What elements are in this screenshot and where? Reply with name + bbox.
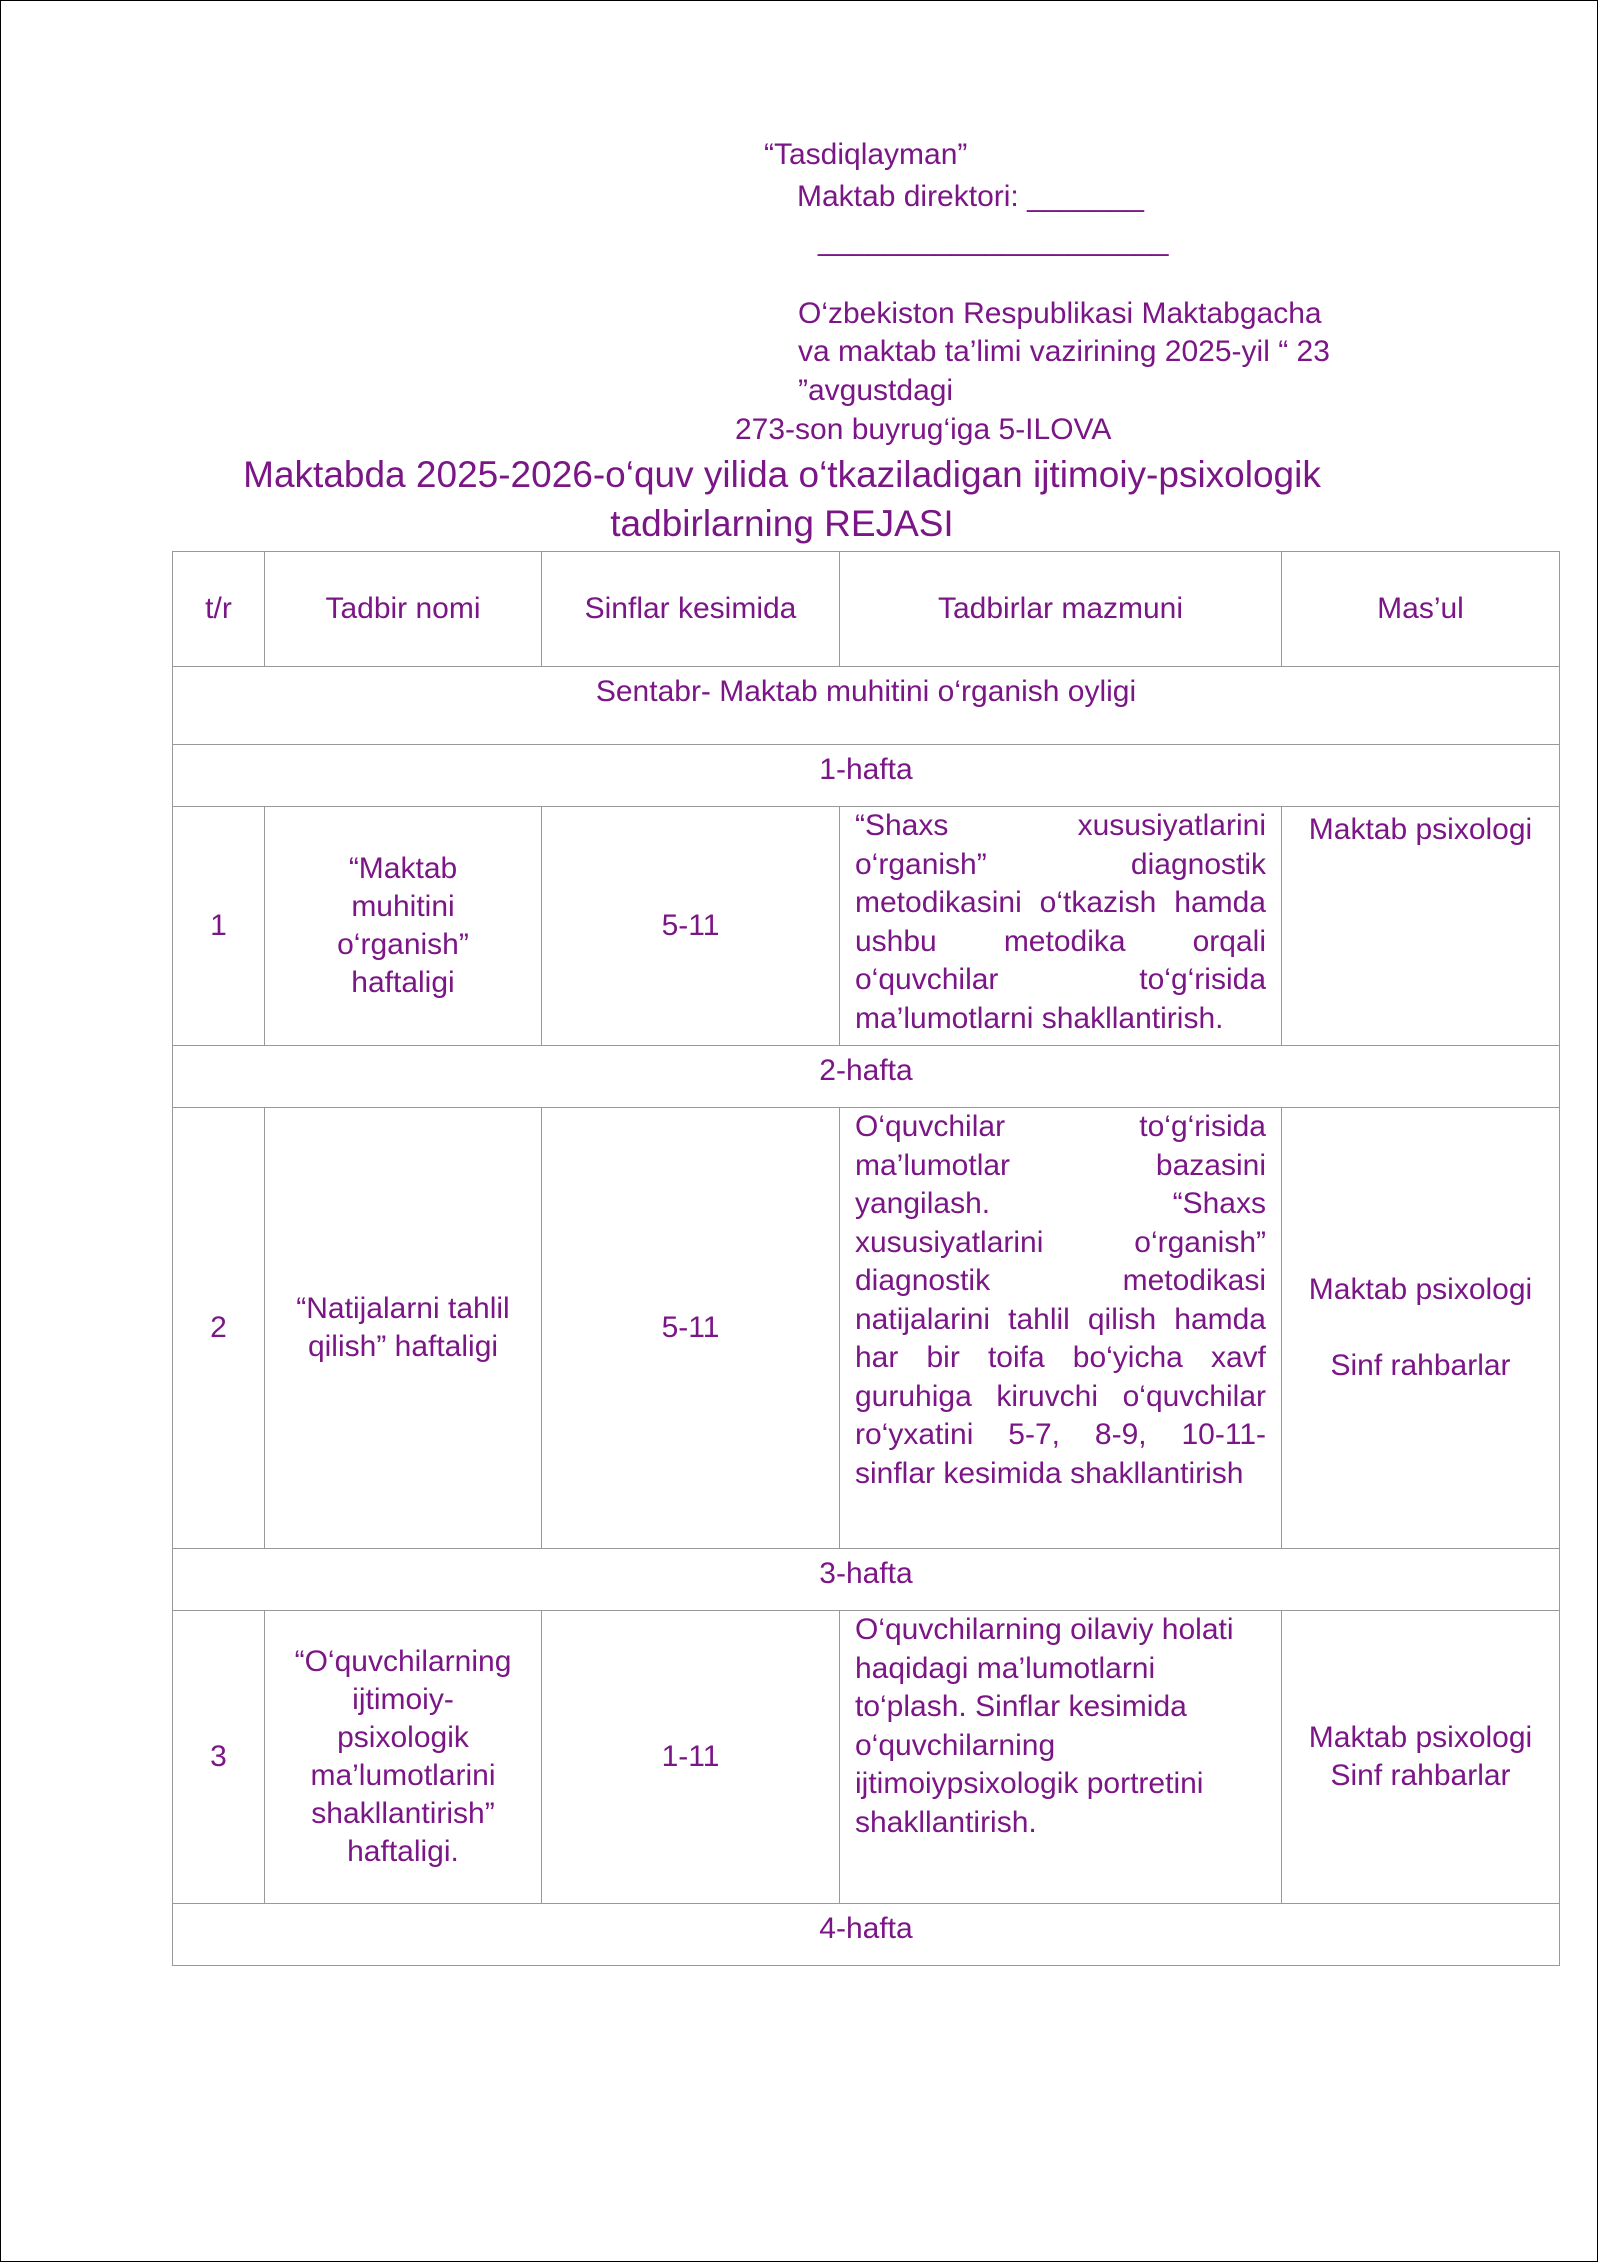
header-responsible: Mas’ul xyxy=(1282,552,1560,667)
row-3-responsible-1: Maktab psixologi xyxy=(1308,1721,1533,1754)
header-number: t/r xyxy=(173,552,265,667)
row-1-responsible: Maktab psixologi xyxy=(1282,807,1560,1046)
approval-signature-line: _____________________ xyxy=(818,224,1169,257)
week-1-label: 1-hafta xyxy=(173,745,1560,807)
approval-order-line-3: ”avgustdagi xyxy=(798,374,954,407)
approval-block xyxy=(0,0,1600,460)
table-row xyxy=(173,1611,1560,1904)
approval-order-line-1: O‘zbekiston Respublikasi Maktabgacha xyxy=(798,297,1322,330)
month-row xyxy=(173,667,1560,745)
header-event-name: Tadbir nomi xyxy=(265,552,542,667)
row-3-responsible xyxy=(1282,1611,1560,1904)
row-2-content: O‘quvchilar to‘g‘risida ma’lumotlar bazasini yangilash. “Shaxs xususiyatlarini o‘rganish” diagnostik metodikasi natijalarini tahlil qilish hamda har bir toifa bo‘yicha xavf guruhiga kiruvchi o‘quvchilar ro‘yxatini 5-7, 8-9, 10-11-sinflar kesimida shakllantirish xyxy=(840,1108,1282,1549)
row-1-grades: 5-11 xyxy=(542,807,840,1046)
approval-director-line: Maktab direktori: _______ xyxy=(797,180,1144,213)
header-grades: Sinflar kesimida xyxy=(542,552,840,667)
row-2-grades: 5-11 xyxy=(542,1108,840,1549)
document-title xyxy=(170,450,1394,548)
approval-order-line-2: va maktab ta’limi vazirining 2025-yil “ 23 xyxy=(798,335,1330,368)
table-header-row xyxy=(173,552,1560,667)
row-2-responsible-1: Maktab psixologi xyxy=(1308,1273,1533,1306)
row-3-event-name: “O‘quvchilarning ijtimoiy-psixologik ma’lumotlarini shakllantirish” haftaligi. xyxy=(265,1611,542,1904)
week-row xyxy=(173,1904,1560,1966)
row-3-grades: 1-11 xyxy=(542,1611,840,1904)
row-2-responsible-2: Sinf rahbarlar xyxy=(1330,1349,1511,1382)
row-1-content: “Shaxs xususiyatlarini o‘rganish” diagnostik metodikasini o‘tkazish hamda ushbu metodika orqali o‘quvchilar to‘g‘risida ma’lumotlarni shakllantirish. xyxy=(840,807,1282,1046)
approval-tasdiqlayman: “Tasdiqlayman” xyxy=(764,138,968,171)
title-line-1: Maktabda 2025-2026-o‘quv yilida o‘tkaziladigan ijtimoiy-psixologik xyxy=(243,454,1321,495)
row-1-number: 1 xyxy=(173,807,265,1046)
table-row xyxy=(173,1108,1560,1549)
row-2-number: 2 xyxy=(173,1108,265,1549)
week-row xyxy=(173,745,1560,807)
row-3-number: 3 xyxy=(173,1611,265,1904)
row-2-responsible xyxy=(1282,1108,1560,1549)
row-3-content: O‘quvchilarning oilaviy holati haqidagi ma’lumotlarni to‘plash. Sinflar kesimida o‘quvchilarning ijtimoiypsixologik portretini shakllantirish. xyxy=(840,1611,1282,1904)
week-row xyxy=(173,1046,1560,1108)
row-1-event-name: “Maktab muhitini o‘rganish” haftaligi xyxy=(265,807,542,1046)
table-row xyxy=(173,807,1560,1046)
plan-table xyxy=(172,551,1560,1966)
row-3-responsible-2: Sinf rahbarlar xyxy=(1330,1759,1511,1792)
week-4-label: 4-hafta xyxy=(173,1904,1560,1966)
title-line-2: tadbirlarning REJASI xyxy=(610,503,954,544)
row-2-event-name: “Natijalarni tahlil qilish” haftaligi xyxy=(265,1108,542,1549)
approval-order-line-4: 273-son buyrug‘iga 5-ILOVA xyxy=(735,413,1112,446)
week-3-label: 3-hafta xyxy=(173,1549,1560,1611)
week-2-label: 2-hafta xyxy=(173,1046,1560,1108)
header-content: Tadbirlar mazmuni xyxy=(840,552,1282,667)
week-row xyxy=(173,1549,1560,1611)
month-title: Sentabr- Maktab muhitini o‘rganish oyligi xyxy=(173,667,1560,745)
